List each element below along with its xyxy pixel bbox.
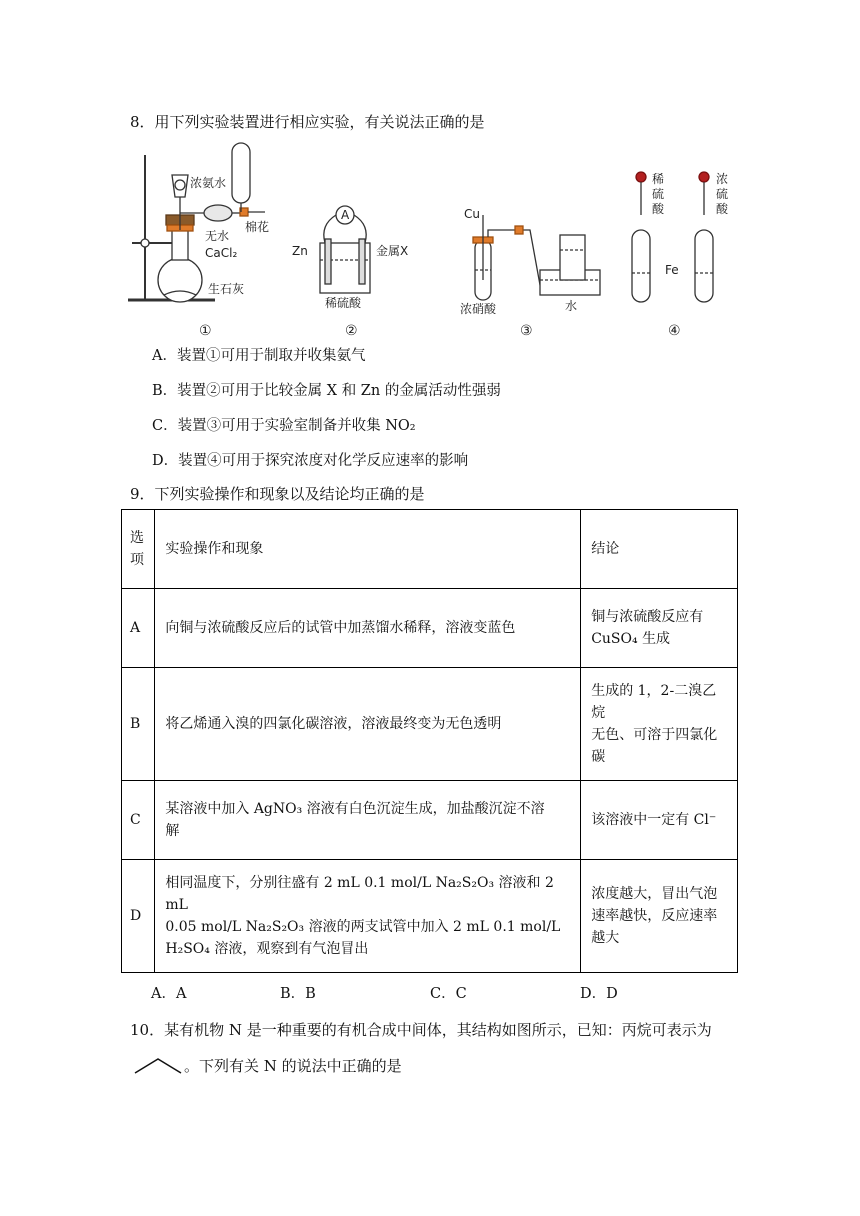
header-option-char-2: 项 bbox=[130, 552, 144, 568]
fig4-label-suan-2: 酸 bbox=[716, 202, 729, 216]
fig2-label-dilute-h2so4: 稀硫酸 bbox=[325, 296, 362, 310]
row-conclusion bbox=[581, 860, 738, 973]
operation-line: 某溶液中加入 AgNO₃ 溶液有白色沉淀生成，加盐酸沉淀不溶 bbox=[165, 801, 545, 817]
q8-option-b: B．装置②可用于比较金属 X 和 Zn 的金属活动性强弱 bbox=[152, 383, 501, 399]
fig1-label-conc-ammonia: 浓氨水 bbox=[190, 176, 227, 190]
row-conclusion bbox=[581, 781, 738, 860]
conclusion-line: CuSO₄ 生成 bbox=[591, 631, 671, 647]
header-conclusion-cell: 结论 bbox=[581, 510, 738, 589]
conclusion-line: 越大 bbox=[591, 930, 620, 946]
row-operation bbox=[155, 781, 581, 860]
operation-line: 0.05 mol/L Na₂S₂O₃ 溶液的两支试管中加入 2 mL 0.1 mol/L bbox=[165, 919, 561, 935]
operation-line: 将乙烯通入溴的四氯化碳溶液，溶液最终变为无色透明 bbox=[165, 716, 502, 732]
fig3-label-conc-hno3: 浓硝酸 bbox=[460, 302, 497, 316]
conclusion-line: 碳 bbox=[591, 749, 606, 765]
fig3-caption: ③ bbox=[520, 323, 533, 339]
operation-line: 解 bbox=[165, 823, 180, 839]
fig1-label-cacl2: CaCl₂ bbox=[205, 246, 238, 260]
fig4-label-liu-1: 硫 bbox=[652, 187, 665, 201]
q9-table bbox=[121, 509, 738, 973]
fig1-label-anhydrous: 无水 bbox=[205, 229, 230, 243]
q8-option-a: A．装置①可用于制取并收集氨气 bbox=[152, 348, 366, 364]
propane-skeletal-structure bbox=[133, 1056, 183, 1076]
operation-line: 向铜与浓硫酸反应后的试管中加蒸馏水稀释，溶液变蓝色 bbox=[165, 620, 516, 636]
conclusion-line: 铜与浓硫酸反应有 bbox=[591, 609, 704, 625]
table-row bbox=[122, 668, 738, 781]
row-operation bbox=[155, 668, 581, 781]
fig4-caption: ④ bbox=[668, 323, 681, 339]
operation-line: 相同温度下，分别往盛有 2 mL 0.1 mol/L Na₂S₂O₃ 溶液和 2 mL bbox=[165, 875, 554, 913]
header-option-char-1: 选 bbox=[130, 530, 144, 546]
q8-apparatus-figures bbox=[120, 135, 740, 345]
fig4-label-suan-1: 酸 bbox=[652, 202, 665, 216]
fig4-label-nong: 浓 bbox=[716, 172, 729, 186]
figure-3-no2-apparatus bbox=[473, 215, 600, 300]
figure-4-test-tubes bbox=[632, 172, 713, 302]
operation-line: H₂SO₄ 溶液，观察到有气泡冒出 bbox=[165, 941, 369, 957]
fig1-caption: ① bbox=[199, 323, 212, 339]
fig3-label-water: 水 bbox=[565, 299, 578, 313]
header-option-cell bbox=[122, 510, 155, 589]
row-operation bbox=[155, 589, 581, 668]
q9-option-d: D．D bbox=[580, 986, 618, 1002]
fig1-label-cotton: 棉花 bbox=[245, 220, 270, 234]
fig2-label-ammeter: A bbox=[341, 208, 350, 222]
fig2-label-metal-x: 金属X bbox=[376, 244, 409, 258]
q9-stem: 9．下列实验操作和现象以及结论均正确的是 bbox=[130, 485, 425, 503]
row-conclusion bbox=[581, 589, 738, 668]
row-option: A bbox=[122, 589, 155, 668]
row-option: D bbox=[122, 860, 155, 973]
conclusion-line: 该溶液中一定有 Cl⁻ bbox=[591, 812, 717, 828]
conclusion-line: 无色、可溶于四氯化 bbox=[591, 727, 718, 743]
conclusion-line: 浓度越大，冒出气泡 bbox=[591, 886, 718, 902]
table-row bbox=[122, 781, 738, 860]
fig1-label-quicklime: 生石灰 bbox=[208, 282, 245, 296]
conclusion-line: 生成的 1，2-二溴乙烷 bbox=[591, 683, 717, 721]
fig2-label-zn: Zn bbox=[292, 244, 308, 258]
conclusion-line: 速率越快，反应速率 bbox=[591, 908, 718, 924]
header-operation-cell: 实验操作和现象 bbox=[155, 510, 581, 589]
row-operation bbox=[155, 860, 581, 973]
fig4-label-fe: Fe bbox=[665, 263, 679, 277]
fig4-label-xi: 稀 bbox=[652, 172, 665, 186]
table-row bbox=[122, 860, 738, 973]
table-row bbox=[122, 589, 738, 668]
row-option: C bbox=[122, 781, 155, 860]
q8-stem: 8．用下列实验装置进行相应实验，有关说法正确的是 bbox=[130, 113, 485, 131]
q9-option-a: A．A bbox=[151, 986, 187, 1002]
q9-option-b: B．B bbox=[280, 986, 316, 1002]
q10-line-2: 。下列有关 N 的说法中正确的是 bbox=[184, 1057, 402, 1075]
row-option: B bbox=[122, 668, 155, 781]
q8-option-d: D．装置④可用于探究浓度对化学反应速率的影响 bbox=[152, 453, 469, 469]
q8-option-c: C．装置③可用于实验室制备并收集 NO₂ bbox=[152, 418, 416, 434]
fig4-label-liu-2: 硫 bbox=[716, 187, 729, 201]
fig3-label-cu: Cu bbox=[464, 207, 480, 221]
fig2-caption: ② bbox=[345, 323, 358, 339]
q10-line-1: 10．某有机物 N 是一种重要的有机合成中间体，其结构如图所示，已知：丙烷可表示为 bbox=[130, 1021, 712, 1039]
q9-option-c: C．C bbox=[430, 986, 467, 1002]
row-conclusion bbox=[581, 668, 738, 781]
table-header-row bbox=[122, 510, 738, 589]
